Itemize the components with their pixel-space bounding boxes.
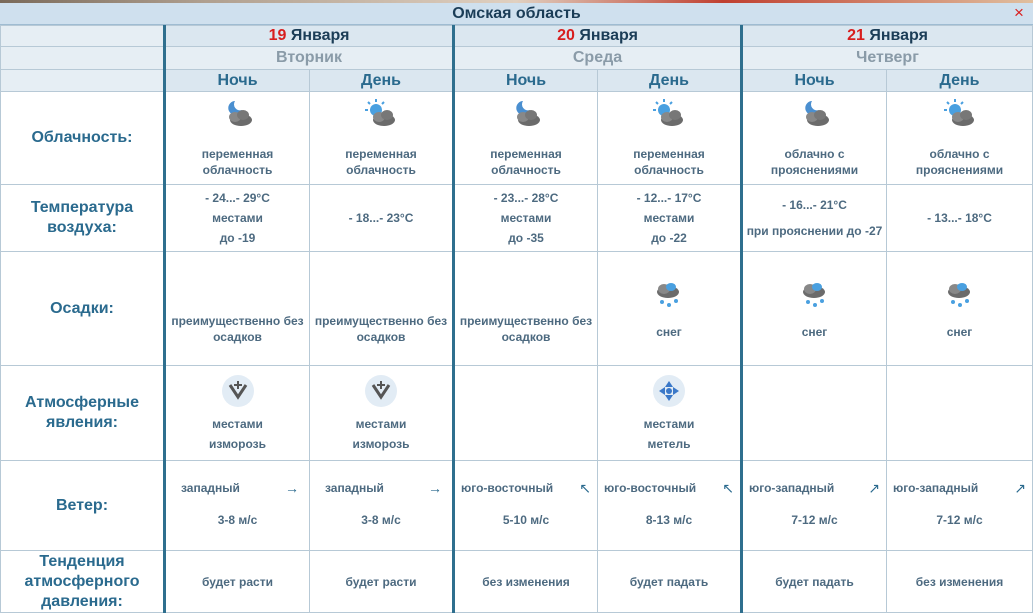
pressure-cell: без изменения [887, 551, 1033, 613]
pressure-row [1, 551, 1033, 613]
pressure-cell: будет падать [598, 551, 742, 613]
corner-cell [1, 47, 165, 70]
wind-cell: юго-западный ↗ 7-12 м/с [742, 461, 887, 551]
wind-cell: юго-восточный ↖ 5-10 м/с [454, 461, 598, 551]
precip-cell: преимущественно без осадков [454, 252, 598, 366]
time-header: День [310, 70, 454, 92]
date-header: 20 Января [454, 26, 742, 47]
precip-row [1, 252, 1033, 366]
precip-cell: снег [887, 252, 1033, 366]
atmo-cell [742, 366, 887, 461]
wind-cell: юго-западный ↗ 7-12 м/с [887, 461, 1033, 551]
weekday-header: Среда [454, 47, 742, 70]
temp-label: Температура воздуха: [1, 185, 165, 252]
temp-row [1, 185, 1033, 252]
time-header: Ночь [742, 70, 887, 92]
temp-cell: - 16...- 21°C при прояснении до -27 [742, 185, 887, 252]
corner-cell [1, 26, 165, 47]
wind-arrow-icon: ↗ [868, 479, 880, 496]
temp-cell: - 23...- 28°C местами до -35 [454, 185, 598, 252]
forecast-table [0, 25, 1033, 613]
cloud-row [1, 92, 1033, 185]
corner-cell [1, 70, 165, 92]
pressure-label: Тенденция атмосферного давления: [1, 551, 165, 613]
sun-cloud-icon [364, 98, 398, 132]
cloud-label: Облачность: [1, 92, 165, 185]
moon-cloud-icon [509, 98, 543, 132]
atmo-cell [887, 366, 1033, 461]
wind-arrow-icon: ↗ [1014, 479, 1026, 496]
sun-cloud-icon [943, 98, 977, 132]
date-header: 21 Января [742, 26, 1033, 47]
precip-cell: снег [598, 252, 742, 366]
time-header: Ночь [454, 70, 598, 92]
sun-cloud-icon [652, 98, 686, 132]
cloud-cell: переменная облачность [165, 92, 310, 185]
wind-arrow-icon: → [285, 479, 299, 496]
precip-cell: снег [742, 252, 887, 366]
atmo-label: Атмосферные явления: [1, 366, 165, 461]
atmo-cell [454, 366, 598, 461]
temp-cell: - 12...- 17°C местами до -22 [598, 185, 742, 252]
atmo-cell: местами метель [598, 366, 742, 461]
moon-cloud-icon [221, 98, 255, 132]
date-header: 19 Января [165, 26, 454, 47]
blizzard-icon [652, 374, 686, 408]
wind-cell: западный → 3-8 м/с [310, 461, 454, 551]
atmo-row [1, 366, 1033, 461]
wind-cell: юго-восточный ↖ 8-13 м/с [598, 461, 742, 551]
atmo-cell: местами изморозь [310, 366, 454, 461]
pressure-cell: без изменения [454, 551, 598, 613]
wind-label: Ветер: [1, 461, 165, 551]
temp-cell: - 13...- 18°C [887, 185, 1033, 252]
pressure-cell: будет расти [310, 551, 454, 613]
precip-label: Осадки: [1, 252, 165, 366]
temp-cell: - 24...- 29°C местами до -19 [165, 185, 310, 252]
cloud-cell: переменная облачность [310, 92, 454, 185]
cloud-cell: облачно с прояснениями [887, 92, 1033, 185]
pressure-cell: будет падать [742, 551, 887, 613]
temp-cell: - 18...- 23°C [310, 185, 454, 252]
cloud-cell: облачно с прояснениями [742, 92, 887, 185]
frost-icon [364, 374, 398, 408]
snow-icon [798, 278, 832, 312]
region-title: Омская область [0, 3, 1033, 25]
moon-cloud-icon [798, 98, 832, 132]
frost-icon [221, 374, 255, 408]
time-header: День [887, 70, 1033, 92]
precip-cell: преимущественно без осадков [310, 252, 454, 366]
wind-arrow-icon: ↖ [722, 479, 734, 496]
snow-icon [943, 278, 977, 312]
wind-arrow-icon: ↖ [579, 479, 591, 496]
cloud-cell: переменная облачность [454, 92, 598, 185]
pressure-cell: будет расти [165, 551, 310, 613]
weekday-header: Четверг [742, 47, 1033, 70]
close-icon[interactable]: × [1014, 3, 1024, 22]
wind-row [1, 461, 1033, 551]
precip-cell: преимущественно без осадков [165, 252, 310, 366]
atmo-cell: местами изморозь [165, 366, 310, 461]
snow-icon [652, 278, 686, 312]
weekday-header: Вторник [165, 47, 454, 70]
time-header: Ночь [165, 70, 310, 92]
wind-cell: западный → 3-8 м/с [165, 461, 310, 551]
time-header: День [598, 70, 742, 92]
cloud-cell: переменная облачность [598, 92, 742, 185]
wind-arrow-icon: → [428, 479, 442, 496]
